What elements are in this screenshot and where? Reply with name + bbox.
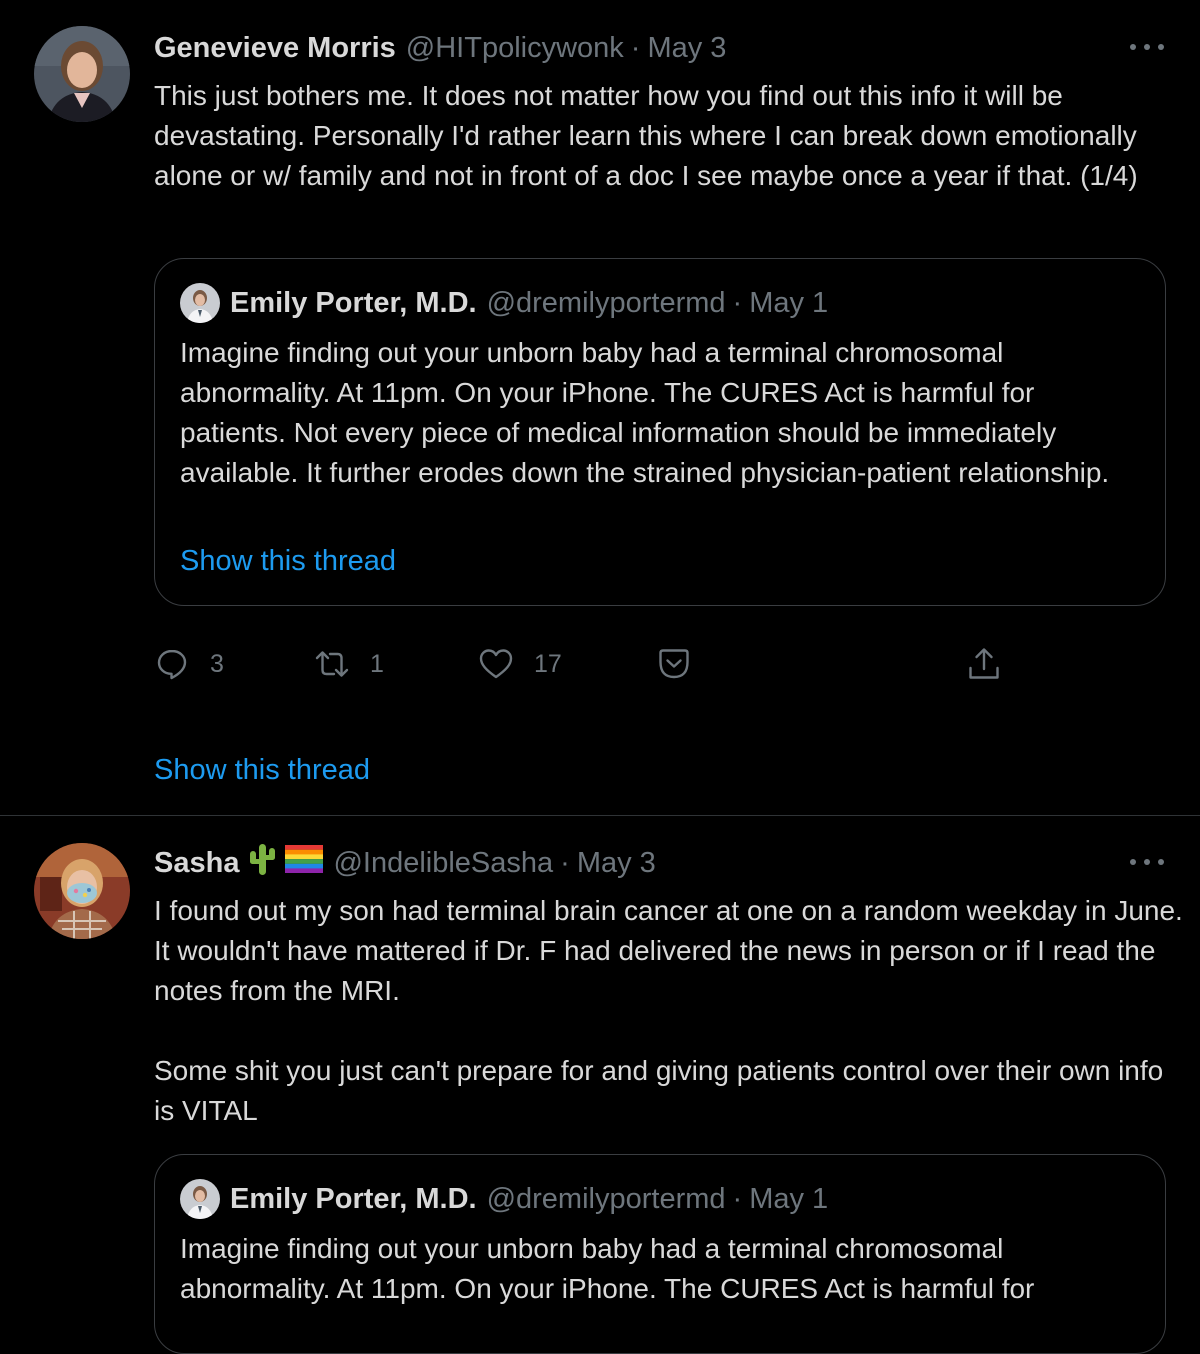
quoted-tweet-text: Imagine finding out your unborn baby had a terminal chromosomal abnormality. At 11pm. On your iPhone. The CURES Act is harmful for [180, 1233, 1035, 1304]
quoted-display-name: Emily Porter, M.D. [230, 286, 477, 319]
tweet-text: I found out my son had terminal brain cancer at one on a random weekday in June. It wouldn't have mattered if Dr. F had delivered the news in person or if I read the notes from the MRI. Some shit you just can't prepare for and giving patients control over their own info is VITAL [154, 895, 1183, 1126]
more-options-icon[interactable] [1130, 37, 1164, 57]
quoted-tweet-header [180, 1179, 828, 1219]
share-icon [966, 646, 1002, 682]
quoted-tweet-date: May 1 [749, 1182, 829, 1215]
tweet-date[interactable]: May 3 [647, 31, 727, 64]
user-handle[interactable]: @IndelibleSasha [333, 846, 554, 879]
save-icon [656, 646, 692, 682]
tweet-date[interactable]: May 3 [576, 846, 656, 879]
quoted-user-handle: @dremilyportermd [486, 1182, 726, 1215]
like-count: 17 [534, 649, 562, 678]
quoted-avatar [180, 1179, 220, 1219]
quoted-show-thread-link[interactable]: Show this thread [180, 545, 397, 577]
separator: · [630, 31, 641, 64]
tweet-actions [154, 642, 1184, 686]
tweet-header [154, 843, 656, 883]
quoted-tweet-header [180, 283, 828, 323]
retweet-count: 1 [370, 649, 384, 678]
cactus-emoji [247, 842, 277, 884]
quoted-tweet[interactable] [154, 258, 1166, 606]
rainbow-flag-emoji [285, 845, 323, 881]
show-thread-link[interactable]: Show this thread [154, 754, 371, 786]
reply-icon [154, 646, 190, 682]
like-button[interactable] [478, 642, 562, 686]
quoted-tweet[interactable] [154, 1154, 1166, 1354]
retweet-button[interactable] [314, 642, 384, 686]
more-options-icon[interactable] [1130, 852, 1164, 872]
share-button[interactable] [966, 642, 1002, 686]
separator: · [732, 286, 743, 319]
separator: · [732, 1182, 743, 1215]
reply-button[interactable] [154, 642, 224, 686]
display-name[interactable]: Sasha [154, 846, 240, 879]
avatar[interactable] [34, 843, 130, 939]
retweet-icon [314, 646, 350, 682]
tweet[interactable] [0, 817, 1200, 1302]
separator: · [560, 846, 570, 879]
quoted-user-handle: @dremilyportermd [486, 286, 726, 319]
tweet-text: This just bothers me. It does not matter how you find out this info it will be devastating. Personally I'd rather learn this where I can break down emotionally alone or w/ family and not in front of a doc I see maybe once a year if that. (1/4) [154, 80, 1145, 191]
save-button[interactable] [656, 642, 692, 686]
quoted-tweet-date: May 1 [749, 286, 829, 319]
quoted-tweet-text: Imagine finding out your unborn baby had a terminal chromosomal abnormality. At 11pm. On your iPhone. The CURES Act is harmful for patients. Not every piece of medical information should be immediately available. It further erodes down the strained physician-patient relationship. [180, 337, 1110, 488]
user-handle[interactable]: @HITpolicywonk [405, 31, 624, 64]
tweet-header [154, 28, 726, 68]
quoted-display-name: Emily Porter, M.D. [230, 1182, 477, 1215]
reply-count: 3 [210, 649, 224, 678]
display-name[interactable]: Genevieve Morris [154, 31, 396, 64]
quoted-avatar [180, 283, 220, 323]
heart-icon [478, 646, 514, 682]
avatar[interactable] [34, 26, 130, 122]
